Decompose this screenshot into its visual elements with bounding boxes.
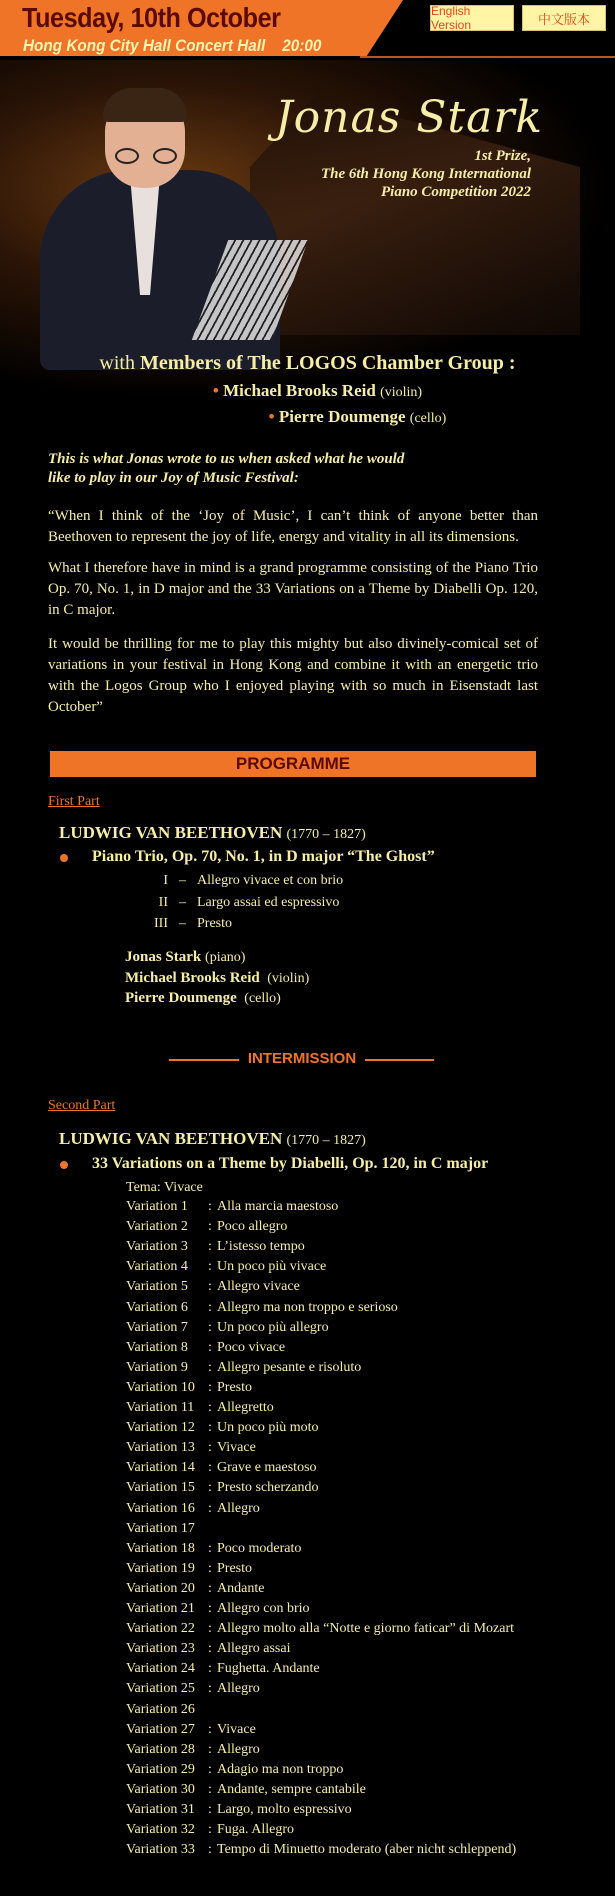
work-title: Piano Trio, Op. 70, No. 1, in D major “The Ghost”: [92, 848, 435, 865]
variation-label: Variation 10: [126, 1379, 195, 1395]
variation-label: Variation 18: [126, 1540, 195, 1556]
variation-title: Un poco più vivace: [217, 1259, 327, 1275]
variation-title: Alla marcia maestoso: [217, 1199, 339, 1214]
bullet-icon: [60, 1161, 68, 1169]
movement-title: Allegro vivace et con brio: [197, 873, 344, 888]
movement-dash: –: [179, 873, 186, 888]
member-name: Pierre Doumenge: [278, 407, 406, 426]
movement-title: Presto: [197, 916, 232, 931]
variation-label: Variation 20: [126, 1580, 195, 1596]
variation-colon: :: [208, 1460, 212, 1476]
variation-colon: :: [208, 1239, 212, 1255]
intro-line: This is what Jonas wrote to us when asked what he would: [48, 451, 405, 467]
variation-title: Fughetta. Andante: [217, 1661, 320, 1677]
bullet-icon: •: [268, 407, 275, 426]
glasses-icon: [115, 148, 177, 164]
variation-colon: :: [208, 1339, 212, 1355]
variation-colon: :: [208, 1621, 212, 1637]
intermission-rule: [365, 1059, 434, 1061]
variation-colon: :: [208, 1440, 212, 1456]
variation-title: Vivace: [217, 1440, 256, 1456]
variation-label: Variation 13: [126, 1440, 195, 1456]
variation-colon: :: [208, 1480, 212, 1496]
variation-label: Variation 19: [126, 1560, 195, 1576]
movement-number: II: [158, 894, 168, 910]
prize-line: Piano Competition 2022: [380, 184, 531, 200]
variation-colon: :: [208, 1299, 212, 1315]
intermission-label: INTERMISSION: [247, 1050, 357, 1067]
prize-line: 1st Prize,: [474, 148, 531, 164]
member-item: [0, 407, 615, 427]
variation-colon: :: [208, 1681, 212, 1697]
variation-label: Variation 22: [126, 1621, 195, 1637]
variation-title: Andante: [217, 1580, 265, 1596]
variation-colon: :: [208, 1721, 212, 1737]
composer-name: [59, 823, 366, 843]
variation-colon: :: [208, 1379, 212, 1395]
variation-label: Variation 8: [126, 1339, 188, 1355]
variation-label: Variation 11: [126, 1400, 195, 1415]
member-role: (cello): [409, 411, 447, 426]
variation-title: Vivace: [217, 1721, 256, 1737]
variation-title: Poco vivace: [217, 1339, 286, 1355]
variation-colon: :: [208, 1359, 212, 1375]
variation-colon: :: [208, 1601, 212, 1616]
member-name: Michael Brooks Reid: [223, 381, 376, 400]
variation-colon: :: [208, 1319, 212, 1335]
variation-title: Allegro assai: [217, 1641, 291, 1657]
variation-title: Andante, sempre cantabile: [217, 1781, 366, 1797]
composer-years: (1770 – 1827): [286, 1133, 366, 1148]
movement-title: Largo assai ed espressivo: [197, 894, 340, 910]
with-group-line: [0, 352, 615, 375]
concert-venue: [23, 36, 321, 56]
variation-title: Allegro con brio: [217, 1601, 310, 1616]
theme-label: Tema: Vivace: [126, 1180, 203, 1195]
movement-dash: –: [179, 916, 186, 931]
variation-colon: :: [208, 1500, 212, 1516]
variation-title: Allegro: [217, 1681, 260, 1697]
variation-title: Fuga. Allegro: [217, 1822, 294, 1838]
variation-colon: :: [208, 1822, 212, 1838]
bullet-icon: [60, 854, 68, 862]
quote-paragraph: It would be thrilling for me to play this mighty but also divinely-comical set of variations in your festival in Hong Kong and combine it with an energetic trio with the Logos Group who I enjoyed playing with so much in Eisenstadt last October”: [48, 636, 538, 715]
variation-colon: :: [208, 1420, 212, 1436]
variation-label: Variation 27: [126, 1721, 195, 1737]
movement-number: I: [163, 873, 168, 888]
variation-label: Variation 1: [126, 1199, 188, 1214]
variation-colon: :: [208, 1259, 212, 1275]
variation-title: Allegro vivace: [217, 1279, 300, 1295]
variation-title: Presto scherzando: [217, 1480, 319, 1496]
variation-title: Allegro molto alla “Notte e giorno faticar” di Mozart: [217, 1621, 515, 1637]
variation-title: Tempo di Minuetto moderato (aber nicht schleppend): [217, 1842, 517, 1858]
first-part-label: First Part: [48, 794, 100, 809]
member-item: [0, 381, 615, 401]
pianist-hair: [103, 88, 187, 122]
variation-colon: :: [208, 1761, 212, 1777]
with-prefix: with: [99, 352, 135, 374]
variation-colon: :: [208, 1741, 212, 1757]
variation-colon: :: [208, 1540, 212, 1556]
variation-label: Variation 5: [126, 1279, 188, 1295]
variation-title: Allegretto: [217, 1400, 274, 1415]
variation-label: Variation 32: [126, 1822, 195, 1838]
second-part-label: Second Part: [48, 1098, 116, 1113]
performer-name: Jonas Stark: [125, 949, 202, 965]
variation-label: Variation 21: [126, 1601, 195, 1616]
variation-label: Variation 3: [126, 1239, 188, 1255]
variation-colon: :: [208, 1661, 212, 1677]
variation-title: Adagio ma non troppo: [217, 1761, 344, 1777]
variation-colon: :: [208, 1842, 212, 1858]
quote-paragraph: “When I think of the ‘Joy of Music’, I can’t think of anyone better than Beethoven to represent the joy of life, energy and vitality in all its dimensions.: [48, 508, 538, 545]
movement-dash: –: [179, 894, 186, 910]
variation-colon: :: [208, 1560, 212, 1576]
intro-line: like to play in our Joy of Music Festival:: [48, 470, 299, 486]
variation-label: Variation 9: [126, 1359, 188, 1375]
performer-role: (cello): [244, 991, 281, 1006]
performer-name: Michael Brooks Reid: [125, 970, 260, 986]
movement-number: III: [154, 916, 168, 931]
variation-label: Variation 31: [126, 1802, 195, 1817]
variation-label: Variation 30: [126, 1781, 195, 1797]
variation-title: Allegro pesante e risoluto: [217, 1359, 362, 1375]
variation-label: Variation 25: [126, 1681, 195, 1697]
variation-colon: :: [208, 1199, 212, 1214]
variation-label: Variation 17: [126, 1520, 195, 1536]
variation-colon: :: [208, 1781, 212, 1797]
performer: [125, 949, 245, 966]
variation-title: L’istesso tempo: [217, 1239, 305, 1255]
variation-label: Variation 26: [126, 1701, 195, 1717]
variation-label: Variation 33: [126, 1842, 195, 1858]
variation-label: Variation 7: [126, 1319, 188, 1335]
concert-time: 20:00: [282, 36, 322, 55]
performer: [125, 970, 309, 987]
venue-name: Hong Kong City Hall Concert Hall: [23, 36, 266, 55]
performer-role: (piano): [205, 950, 246, 965]
group-name: Members of The LOGOS Chamber Group :: [139, 352, 516, 374]
header-divider: [360, 56, 615, 58]
variation-label: Variation 14: [126, 1460, 195, 1476]
composer-years: (1770 – 1827): [286, 827, 366, 842]
variation-label: Variation 28: [126, 1741, 195, 1757]
bullet-icon: •: [212, 381, 219, 400]
artist-name: Jonas Stark: [275, 92, 544, 143]
variation-label: Variation 29: [126, 1761, 195, 1777]
variation-title: Allegro: [217, 1500, 260, 1516]
variation-label: Variation 12: [126, 1420, 195, 1436]
variation-label: Variation 6: [126, 1299, 188, 1315]
variation-title: Allegro: [217, 1741, 260, 1757]
variation-colon: :: [208, 1641, 212, 1657]
variation-colon: :: [208, 1279, 212, 1295]
programme-heading: PROGRAMME: [50, 751, 536, 777]
variation-colon: :: [208, 1802, 212, 1817]
concert-date: Tuesday, 10th October: [22, 2, 281, 33]
variation-title: Un poco più moto: [217, 1420, 319, 1436]
composer: LUDWIG VAN BEETHOVEN: [59, 1129, 283, 1148]
variation-title: Allegro ma non troppo e serioso: [217, 1299, 398, 1315]
prize-line: The 6th Hong Kong International: [320, 166, 531, 182]
english-version-button[interactable]: English Version: [430, 5, 514, 31]
variation-label: Variation 24: [126, 1661, 195, 1677]
variation-label: Variation 15: [126, 1480, 195, 1496]
intermission-rule: [169, 1059, 239, 1061]
work-title: 33 Variations on a Theme by Diabelli, Op. 120, in C major: [92, 1155, 489, 1172]
variation-label: Variation 23: [126, 1641, 195, 1657]
performer-name: Pierre Doumenge: [125, 990, 237, 1006]
variation-title: Poco allegro: [217, 1219, 288, 1235]
composer-name: [59, 1129, 366, 1149]
variation-title: Poco moderato: [217, 1540, 302, 1556]
variation-title: Un poco più allegro: [217, 1319, 329, 1335]
chinese-version-button[interactable]: 中文版本: [522, 5, 606, 31]
performer: [125, 990, 281, 1007]
variation-title: Presto: [217, 1379, 252, 1395]
variation-colon: :: [208, 1219, 212, 1235]
variation-label: Variation 4: [126, 1259, 188, 1275]
variation-colon: :: [208, 1580, 212, 1596]
member-role: (violin): [380, 385, 423, 400]
variation-label: Variation 2: [126, 1219, 188, 1235]
variation-title: Largo, molto espressivo: [217, 1802, 352, 1817]
performer-role: (violin): [267, 971, 310, 986]
quote-paragraph: What I therefore have in mind is a grand programme consisting of the Piano Trio Op. 70, No. 1, in D major and the 33 Variations on a Theme by Diabelli Op. 120, in C major.: [48, 560, 538, 618]
composer: LUDWIG VAN BEETHOVEN: [59, 823, 283, 842]
variation-title: Grave e maestoso: [217, 1460, 317, 1476]
variation-colon: :: [208, 1400, 212, 1415]
variation-label: Variation 16: [126, 1500, 195, 1516]
variation-title: Presto: [217, 1560, 252, 1576]
